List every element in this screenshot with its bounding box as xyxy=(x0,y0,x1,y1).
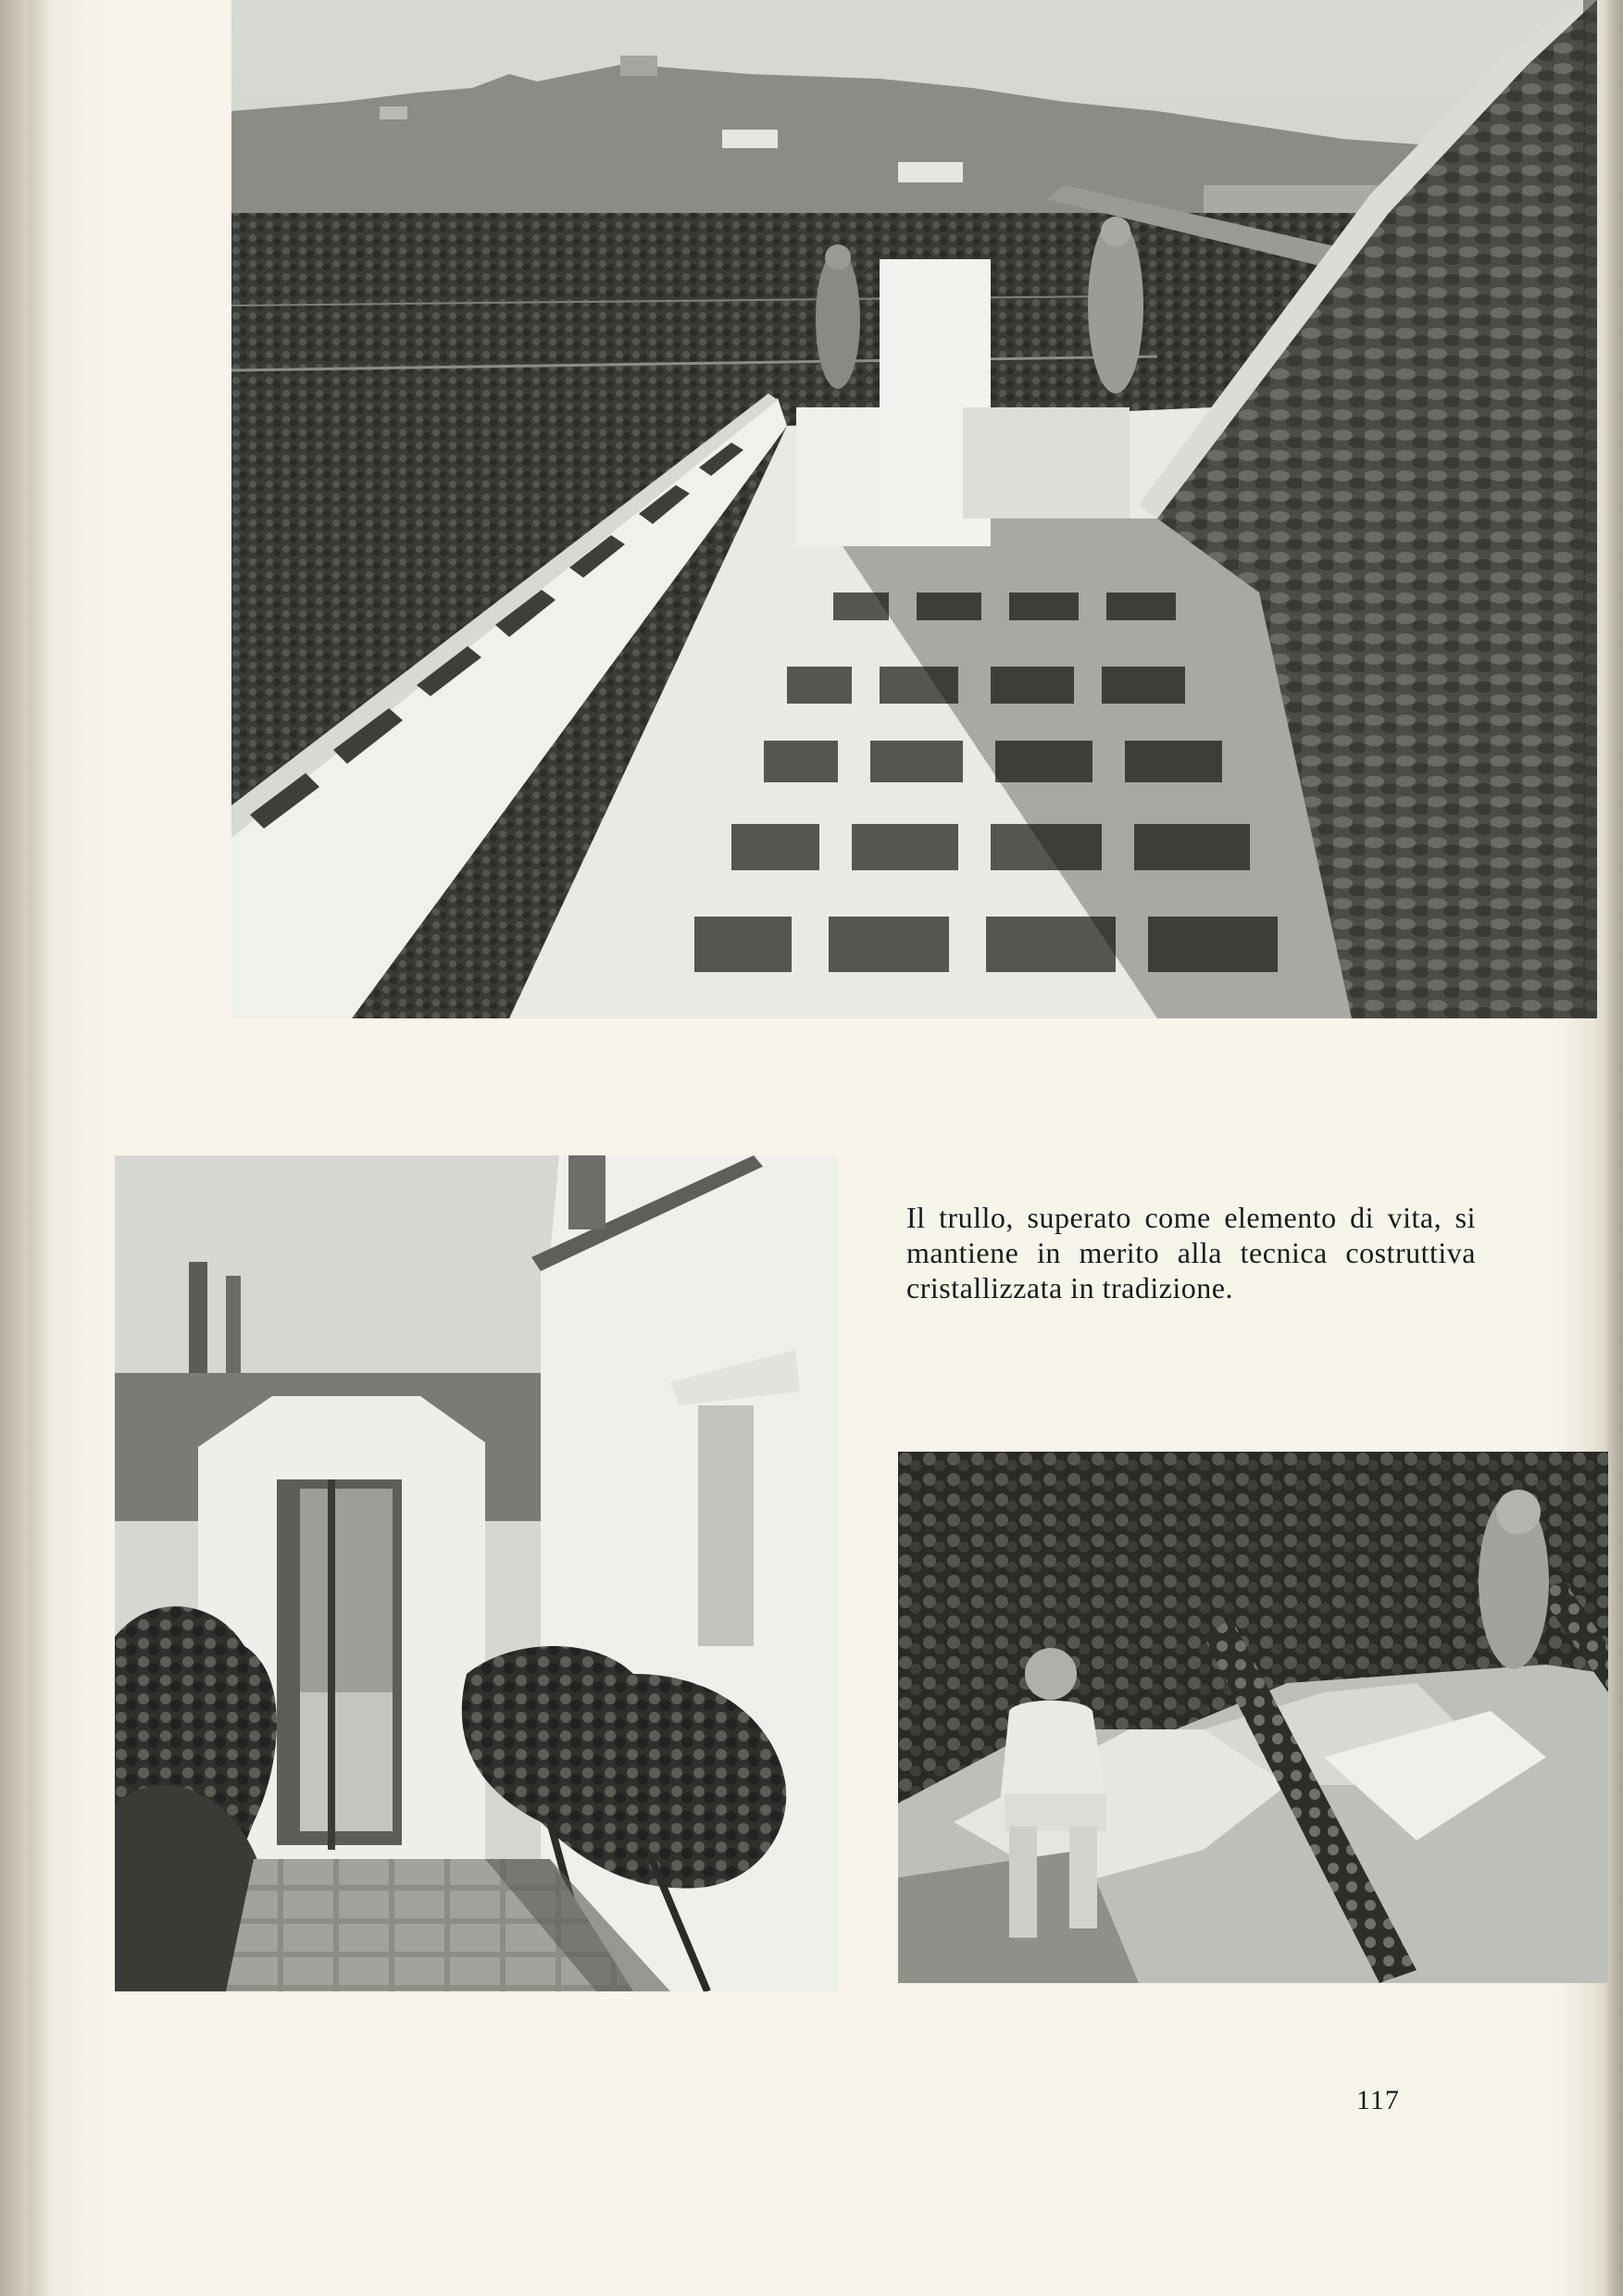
man-seated-on-steps-photo xyxy=(898,1452,1608,1983)
man-seated-on-steps-image xyxy=(898,1452,1608,1983)
rooftop-terrace-image xyxy=(231,0,1597,1018)
whitewashed-gateway-photo xyxy=(115,1155,837,1991)
page-number: 117 xyxy=(1356,2085,1400,2115)
page-gutter xyxy=(0,0,37,2296)
photo-caption: Il trullo, superato come elemento di vita, si mantiene in merito alla tecnica costruttiva cristallizzata in tradizione. xyxy=(906,1201,1476,1304)
rooftop-terrace-photo xyxy=(231,0,1597,1018)
whitewashed-gateway-image xyxy=(115,1155,837,1991)
